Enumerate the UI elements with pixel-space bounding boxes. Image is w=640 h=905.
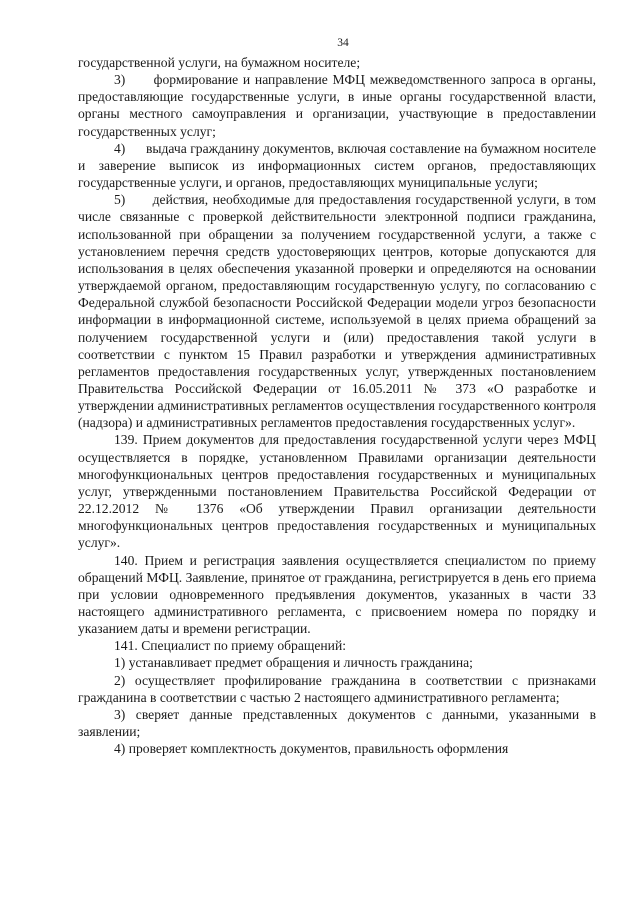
paragraph: 4) проверяет комплектность документов, правильность оформления [114,741,509,757]
paragraph: 140. Прием и регистрация заявления осуществляется специалистом по приему обращений МФЦ. Заявление, принятое от гражданина, регистрируется в день его приема при условии одновременного предъявления документов, указанных в части 33 настоящего административного регламента, с присвоением номера по порядку и указанием даты и времени регистрации. [78,552,596,637]
paragraph: 3) формирование и направление МФЦ межведомственного запроса в органы, предоставляющие государственные услуги, в иные органы государственной власти, органы местного самоуправления и организации, участвующие в предоставлении государственных услуг; [78,72,596,139]
paragraph: государственной услуги, на бумажном носителе; [78,55,361,70]
paragraph: 3) сверяет данные представленных документов с данными, указанными в заявлении; [78,706,596,740]
paragraph: 139. Прием документов для предоставления государственной услуги через МФЦ осуществляется в порядке, установленном Правилами организации деятельности многофункциональных центров предоставления государственных и муниципальных услуг, утвержденными постановлением Правительства Российской Федерации от 22.12.2012 № 1376 «Об утверждении Правил организации деятельности многофункциональных центров предоставления государственных и муниципальных услуг». [78,432,596,551]
paragraph: 2) осуществляет профилирование гражданина в соответствии с признаками гражданина в соответствии с частью 2 настоящего административного регламента; [78,672,596,705]
page-number: 34 [337,37,349,49]
document-body [78,54,596,757]
paragraph: 1) устанавливает предмет обращения и личность гражданина; [114,655,473,671]
paragraph: 4) выдача гражданину документов, включая составление на бумажном носителе и заверение выписок из информационных систем органов, предоставляющих государственные услуги, и органов, предоставляющих муниципальные услуги; [78,140,596,191]
paragraph: 141. Специалист по приему обращений: [114,638,346,654]
paragraph: 5) действия, необходимые для предоставления государственной услуги, в том числе связанные с проверкой действительности электронной подписи гражданина, использованной при обращении за получением государственной услуги, а также с установлением перечня средств удостоверяющих центров, которые допускаются для использования в целях обеспечения указанной проверки и определяются на основании утверждаемой органом, предоставляющим государственную услугу, по согласованию с Федеральной службой безопасности Российской Федерации модели угроз безопасности информации в информационной системе, используемой в целях приема обращений за получением государственной услуги и (или) предоставления такой услуги в соответствии с пунктом 15 Правил разработки и утверждения административных регламентов предоставления государственных услуг, утвержденных постановлением Правительства Российской Федерации от 16.05.2011 № 373 «О разработке и утверждении административных регламентов осуществления государственного контроля (надзора) и административных регламентов предоставления государственных услуг». [78,192,596,431]
